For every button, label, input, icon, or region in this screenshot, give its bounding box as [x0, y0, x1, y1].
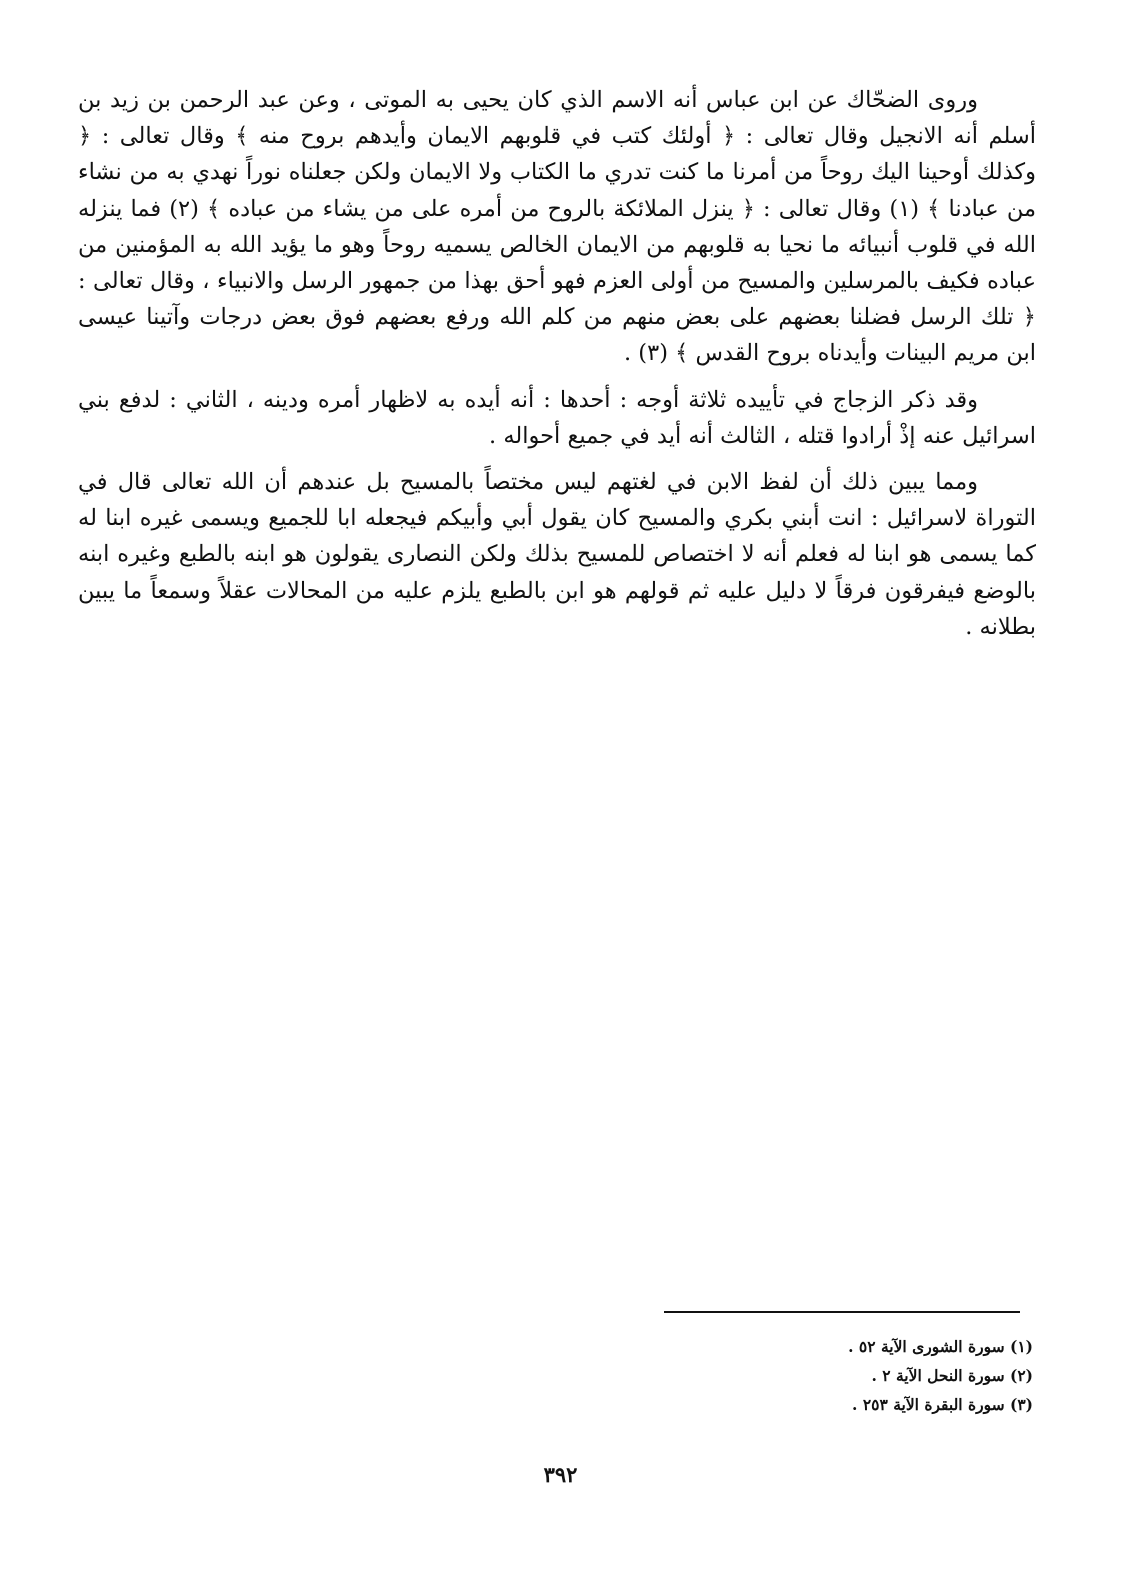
paragraph-3: ومما يبين ذلك أن لفظ الابن في لغتهم ليس مختصاً بالمسيح بل عندهم أن الله تعالى قال في التوراة لاسرائيل : انت أبني بكري والمسيح كان يقول أبي وأبيكم فيجعله ابا للجميع ويسمى غيره ابنا له كما يسمى هو ابنا له فعلم أنه لا اختصاص للمسيح بذلك ولكن النصارى يقولون هو ابنه بالطبع وغيره ابنه بالوضع فيفرقون فرقاً لا دليل عليه ثم قولهم هو ابن بالطبع يلزم عليه من المحالات عقلاً وسمعاً ما يبين بطلانه . — [78, 469, 1036, 640]
footnote-2: (٢) سورة النحل الآية ٢ . — [871, 1366, 1033, 1385]
footnote-separator — [664, 1311, 1020, 1313]
footnote-3: (٣) سورة البقرة الآية ٢٥٣ . — [852, 1395, 1033, 1414]
page-number: ٣٩٢ — [543, 1462, 578, 1487]
paragraph-2: وقد ذكر الزجاج في تأييده ثلاثة أوجه : أحدها : أنه أيده به لاظهار أمره ودينه ، الثاني : لدفع بني اسرائيل عنه إذْ أرادوا قتله ، الثالث أنه أيد في جميع أحواله . — [78, 386, 1036, 449]
footnote-1: (١) سورة الشورى الآية ٥٢ . — [848, 1337, 1033, 1356]
footnotes — [513, 1332, 1033, 1419]
main-text — [78, 82, 1036, 645]
paragraph-1: وروى الضحّاك عن ابن عباس أنه الاسم الذي كان يحيى به الموتى ، وعن عبد الرحمن بن زيد بن أسلم أنه الانجيل وقال تعالى : ﴿ أولئك كتب في قلوبهم الايمان وأيدهم بروح منه ﴾ وقال تعالى : ﴿ وكذلك أوحينا اليك روحاً من أمرنا ما كنت تدري ما الكتاب ولا الايمان ولكن جعلناه نوراً نهدي به من نشاء من عبادنا ﴾ (١) وقال تعالى : ﴿ ينزل الملائكة بالروح من أمره على من يشاء من عباده ﴾ (٢) فما ينزله الله في قلوب أنبيائه ما نحيا به قلوبهم من الايمان الخالص يسميه روحاً وهو ما يؤيد الله به المؤمنين من عباده فكيف بالمرسلين والمسيح من أولى العزم فهو أحق بهذا من جمهور الرسل والانبياء ، وقال تعالى : ﴿ تلك الرسل فضلنا بعضهم على بعض منهم من كلم الله ورفع بعضهم فوق بعض درجات وآتينا عيسى ابن مريم البينات وأيدناه بروح القدس ﴾ (٣) . — [78, 87, 1036, 367]
